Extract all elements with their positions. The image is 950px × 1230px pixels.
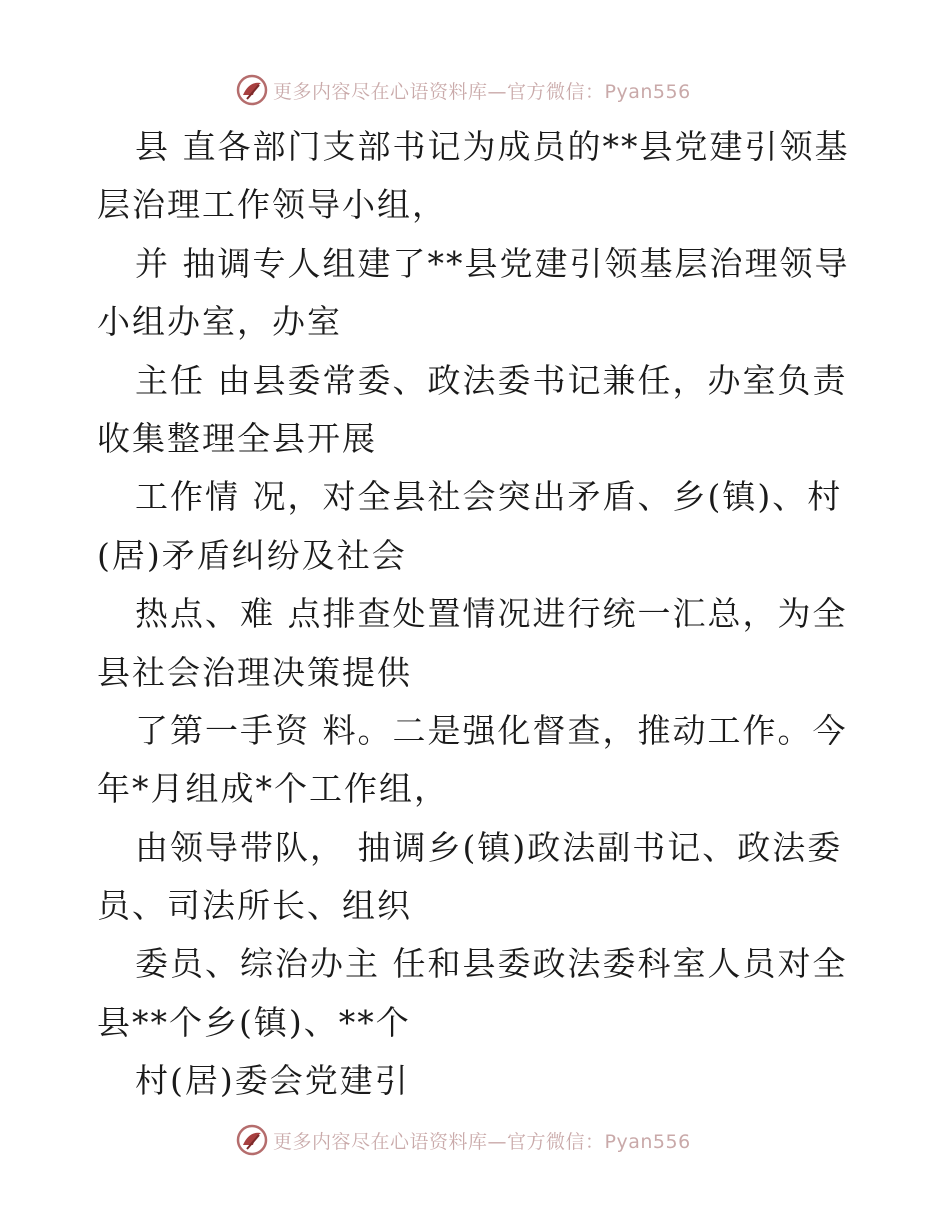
body-text-line: 小组办室，办室 [97, 302, 342, 342]
document-body [97, 118, 850, 1111]
banner-text: 更多内容尽在心语资料库—官方微信：Pyan556 [273, 1130, 691, 1153]
body-text-line: 工作情 况，对全县社会突出矛盾、乡(镇)、村 [135, 477, 843, 517]
body-text-line: 委员、综治办主 任和县委政法委科室人员对全 [135, 944, 848, 984]
brand-logo-icon [235, 1123, 269, 1157]
body-text-line: 年*月组成*个工作组， [97, 769, 449, 809]
body-text-line: 主任 由县委常委、政法委书记兼任，办室负责 [135, 360, 848, 400]
body-text-line: 层治理工作领导小组， [97, 185, 447, 225]
banner-text: 更多内容尽在心语资料库—官方微信：Pyan556 [273, 80, 691, 103]
body-text-line: 热点、难 点排查处置情况进行统一汇总，为全 [135, 594, 848, 634]
body-text-line: 县社会治理决策提供 [97, 652, 412, 692]
body-text-line: 并 抽调专人组建了**县党建引领基层治理领导 [135, 243, 850, 283]
body-text-line: 了第一手资 料。二是强化督查，推动工作。今 [135, 710, 848, 750]
body-text-line: 县**个乡(镇)、**个 [97, 1002, 411, 1042]
header-banner [235, 70, 715, 110]
footer-banner [235, 1120, 715, 1160]
body-text-line: 由领导带队， 抽调乡(镇)政法副书记、政法委 [135, 827, 843, 867]
body-text-line: 收集整理全县开展 [97, 418, 377, 458]
body-text-line: 县 直各部门支部书记为成员的**县党建引领基 [135, 127, 850, 166]
body-text-line: (居)矛盾纠纷及社会 [97, 535, 407, 575]
brand-logo-icon [235, 73, 269, 107]
body-text-line: 村(居)委会党建引 [135, 1061, 410, 1101]
body-text-line: 员、司法所长、组织 [97, 886, 412, 926]
